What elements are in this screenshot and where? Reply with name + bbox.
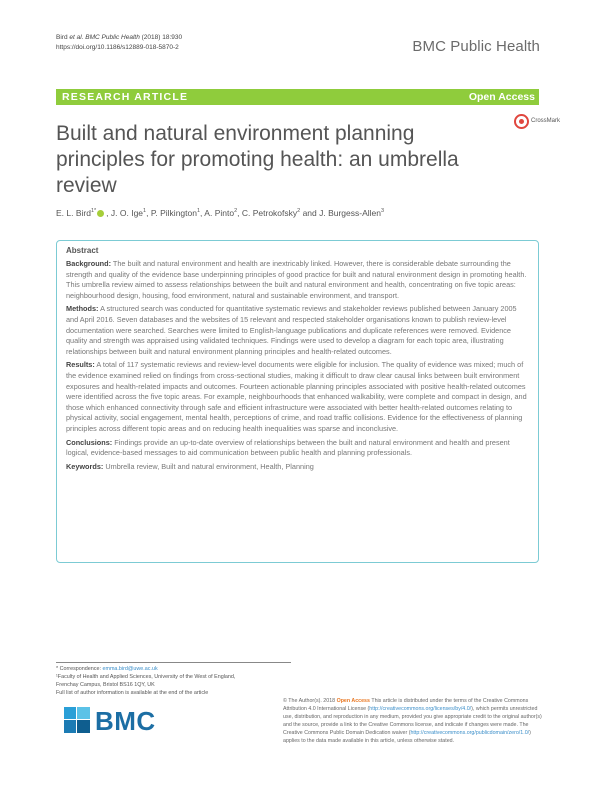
open-access-label: Open Access — [468, 91, 535, 103]
author-name[interactable]: , A. Pinto — [200, 208, 235, 218]
bmc-logo-icon — [64, 707, 90, 733]
citation-authors: Bird — [56, 34, 70, 41]
author-name[interactable]: , P. Pilkington — [146, 208, 197, 218]
author-name[interactable]: E. L. Bird — [56, 208, 91, 218]
author-name[interactable]: and J. Burgess-Allen — [300, 208, 381, 218]
author-affiliation: 2 — [234, 208, 238, 215]
abstract-methods: Methods: A structured search was conducted for quantitative systematic reviews and stakeholder reviews published between January 2005 and April 2016. Seven databases and the websites of 15 relevant and respected stakeholder organisations known to publish review-level documentation were searched. Searches were limited to English-language publications and duplicate references were removed. Evidence quality and strength was appraised using validated techniques. Findings were used to develop a diagram for each topic area, illustrating relationships between built and natural environment planning principles and health-related outcomes. — [66, 304, 517, 356]
cc-by-license-link[interactable]: http://creativecommons.org/licenses/by/4.0/ — [369, 706, 472, 712]
citation-header — [56, 33, 182, 53]
author-info-note: Full list of author information is available at the end of the article — [56, 690, 209, 696]
crossmark-icon — [514, 114, 529, 129]
doi-link[interactable]: https://doi.org/10.1186/s12889-018-5870-2 — [56, 44, 179, 51]
abstract-box — [56, 240, 539, 563]
orcid-icon[interactable] — [97, 210, 104, 217]
correspondence-email-link[interactable]: emma.bird@uwe.ac.uk — [102, 666, 158, 672]
abstract-conclusions: Conclusions: Findings provide an up-to-date overview of relationships between the built and natural environment and health and present logical, evidence-based messages to aid communication between public health and planning professionals. — [66, 437, 510, 458]
author-name[interactable]: , J. O. Ige — [106, 208, 144, 218]
citation-volume: (2018) 18:930 — [141, 34, 183, 41]
crossmark-button[interactable] — [514, 114, 561, 136]
author-affiliation: 1 — [143, 208, 147, 215]
abstract-results: Results: A total of 117 systematic reviews and review-level documents were eligible for inclusion. The quality of evidence was mixed; much of the evidence examined relied on findings from cross-sectional studies, making it difficult to draw clear causal links between built environment exposures and health-related impacts and outcomes. Fourteen actionable planning principles associated with positive health-related outcomes were identified across the five topic areas. For example, neighbourhoods that enhanced walkability, were complete and compact in design, and those which enhanced connectivity through safe and efficient infrastructure were associated with better health-related outcomes relating to physical activity, social engagement, mental health, perceptions of crime, and road traffic collisions. Evidence for the effectiveness of planning principles across different topic areas and on reducing health inequalities was sparse and inconclusive. — [66, 360, 527, 433]
abstract-keywords: Keywords: Umbrella review, Built and natural environment, Health, Planning — [66, 461, 314, 471]
bmc-logo — [64, 705, 184, 735]
journal-logo: BMC Public Health — [412, 38, 540, 55]
article-type-band — [56, 89, 539, 105]
cc0-license-link[interactable]: http://creativecommons.org/publicdomain/zero/1.0/ — [410, 730, 530, 736]
author-affiliation: 1 — [196, 208, 201, 215]
author-name[interactable]: , C. Petrokofsky — [237, 208, 298, 218]
author-affiliation: 2 — [297, 208, 301, 215]
footnotes: * Correspondence: emma.bird@uwe.ac.uk ¹Faculty of Health and Applied Sciences, University of the West of England, Frenchay Campus, Bristol BS16 1QY, UK Full list of author information is available at the end of the article — [56, 666, 236, 696]
citation-journal: BMC Public Health — [83, 34, 140, 41]
author-affiliation: 3 — [381, 208, 385, 215]
abstract-background: Background: The built and natural environment and health are inextricably linked. However, there is considerable debate surrounding the strength and quality of the evidence base underpinning principles of good practice for built and natural environment design in promoting health. This umbrella review aimed to assess relationships between the built and natural environment and health, concentrating on five topic areas: neighbourhood design, housing, food environment, natural and sustainable environment, and transport. — [66, 259, 527, 300]
crossmark-label: CrossMark — [531, 118, 561, 124]
citation-etal: et al. — [69, 34, 84, 41]
footnote-divider — [56, 662, 291, 663]
article-title: Built and natural environment planning principles for promoting health: an umbrella review — [56, 122, 459, 197]
affiliation-line: ¹Faculty of Health and Applied Sciences, University of the West of England, — [56, 674, 236, 680]
author-list — [56, 208, 384, 218]
article-type-label: RESEARCH ARTICLE — [62, 91, 189, 103]
abstract-heading: Abstract — [66, 246, 99, 255]
license-text: © The Author(s). 2018 Open Access This article is distributed under the terms of the Creative Commons Attribution 4.0 International License (http://creativecommons.org/licenses/by/4.0/), which permits unrestricted use, distribution, and reproduction in any medium, provided you give appropriate credit to the original author(s) and the source, provide a link to the Creative Commons license, and indicate if changes were made. The Creative Commons Public Domain Dedication waiver (http://creativecommons.org/publicdomain/zero/1.0/) applies to the data made available in this article, unless otherwise stated. — [283, 698, 542, 744]
affiliation-line: Frenchay Campus, Bristol BS16 1QY, UK — [56, 682, 155, 688]
bmc-logo-text: BMC — [95, 706, 156, 736]
author-affiliation: 1* — [90, 208, 97, 215]
